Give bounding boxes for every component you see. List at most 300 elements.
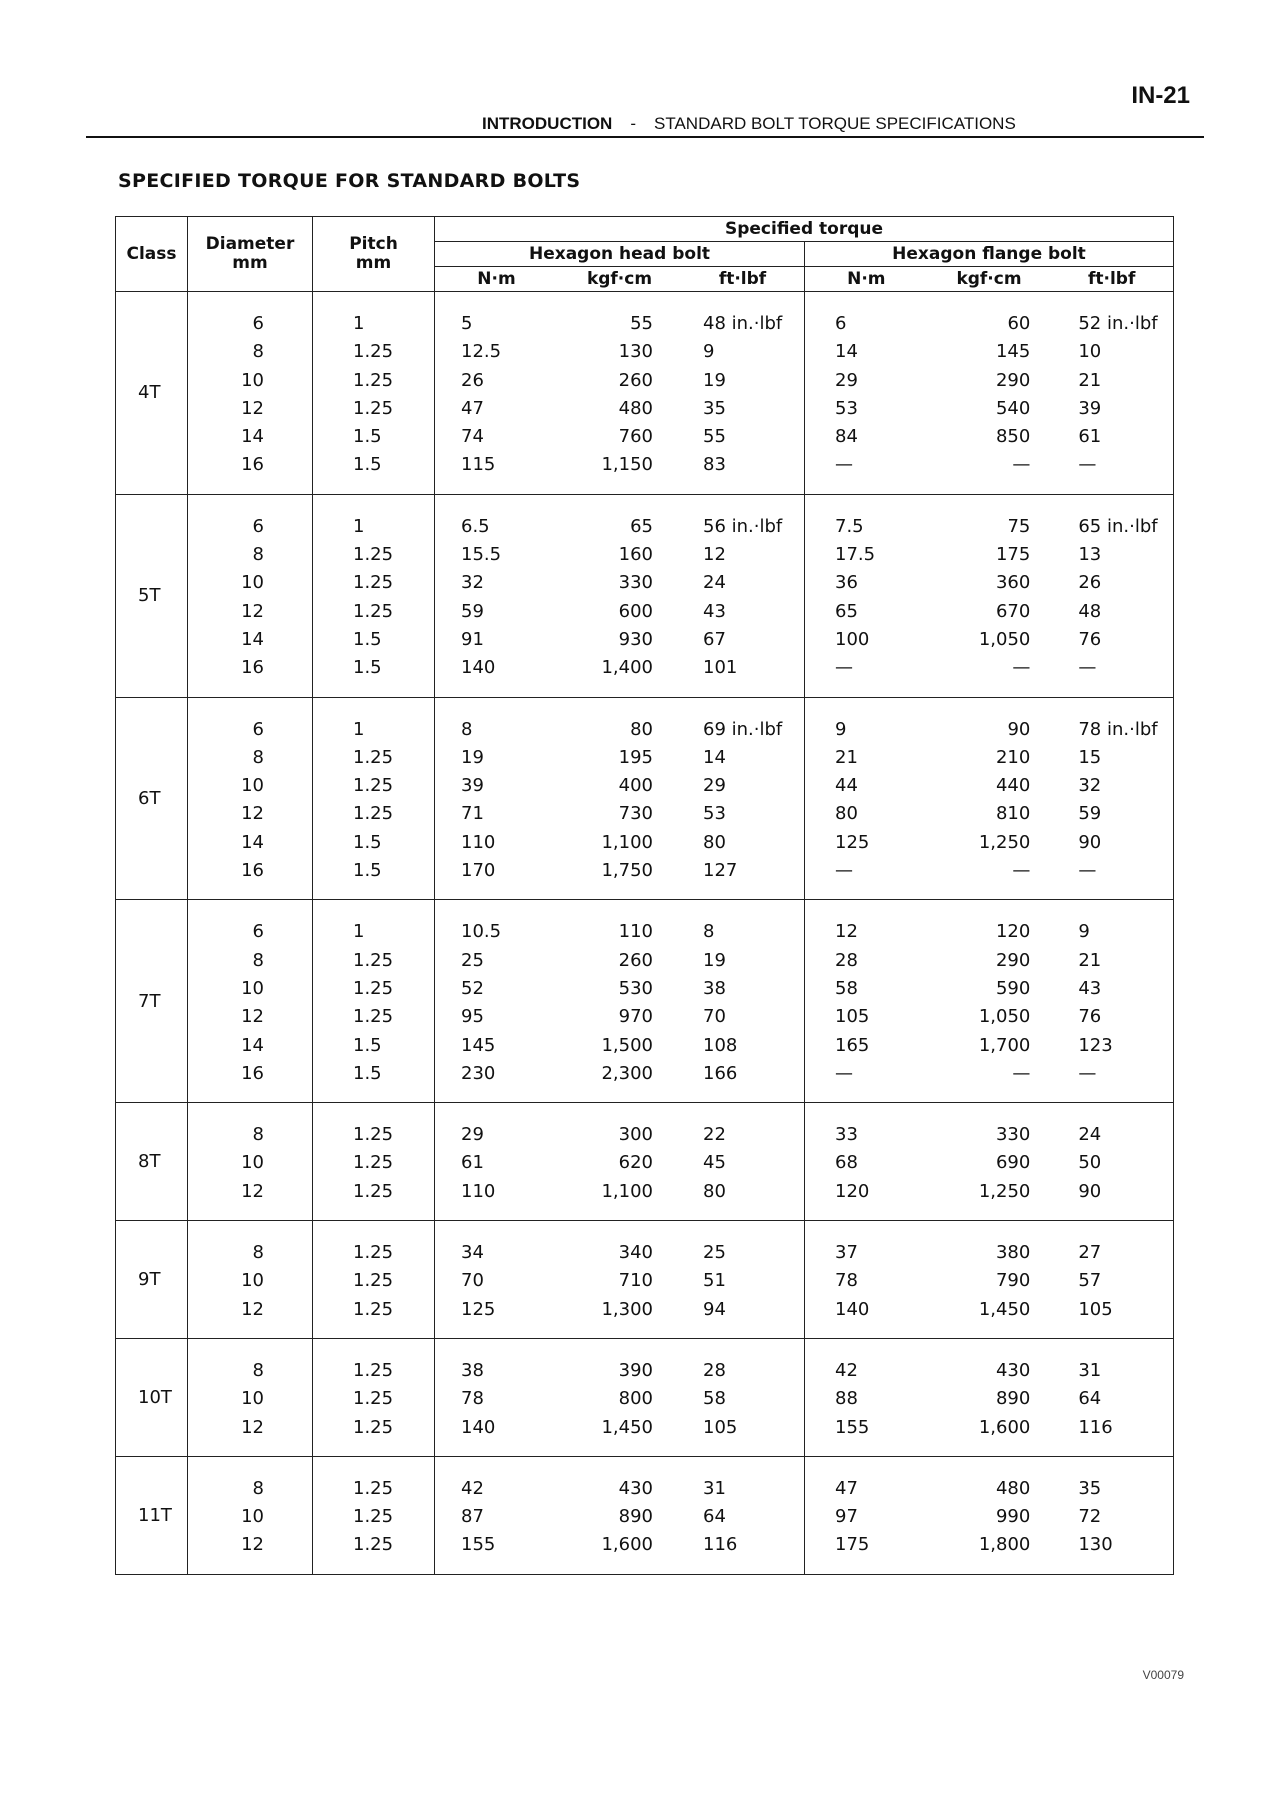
hex-flange-kgfcm-value: — [1012, 657, 1031, 679]
hex-head-ftlbf-value: 53 [703, 803, 726, 825]
hex-flange-kgfcm-value: 60 [1007, 313, 1031, 334]
running-head-topic: STANDARD BOLT TORQUE SPECIFICATIONS [654, 114, 1016, 133]
hex-head-cell [435, 1221, 805, 1339]
hex-head-kgfcm-value: 340 [618, 1242, 653, 1264]
class-group-row [116, 697, 1174, 900]
diameter-value: 10 [241, 1388, 264, 1410]
hex-flange-ftlbf-value: 10 [1078, 341, 1102, 363]
hex-flange-kgfcm-value: 90 [1007, 718, 1031, 740]
hex-head-ftlbf-value: 64 [703, 1506, 726, 1528]
pitch-value: 1.25 [353, 600, 394, 622]
hex-head-nm-value: 19 [461, 746, 484, 768]
pitch-value: 1.25 [353, 746, 394, 768]
pitch-cell [313, 1221, 435, 1339]
hex-head-kgfcm-value: 430 [618, 1477, 653, 1499]
class-group-row [116, 1456, 1174, 1574]
diameter-cell [188, 292, 313, 495]
hex-head-nm-value: 8 [461, 718, 473, 740]
hex-head-kgfcm-value: 80 [630, 718, 653, 740]
hex-head-kgfcm-value: 620 [618, 1152, 653, 1174]
hex-flange-ftlbf-value: 35 [1078, 1477, 1102, 1499]
diameter-value: 12 [241, 1298, 264, 1320]
hex-flange-nm-value: 9 [835, 718, 847, 740]
hex-head-ftlbf-value: 101 [703, 657, 738, 679]
header-hex-head: Hexagon head bolt [435, 242, 805, 267]
hex-head-nm-value: 12.5 [461, 341, 502, 363]
diameter-value: 14 [241, 426, 264, 448]
hex-flange-kgfcm-value: 1,450 [978, 1298, 1031, 1320]
hex-flange-nm-value: 42 [835, 1359, 858, 1381]
header-rule [86, 136, 1204, 138]
hex-flange-nm-value: 14 [835, 341, 858, 363]
hex-head-nm-value: 6.5 [461, 515, 490, 537]
header-diameter-label: Diameter [205, 234, 295, 255]
hex-head-kgfcm-value: 330 [618, 572, 653, 594]
class-cell: 9T [116, 1221, 188, 1339]
hex-flange-kgfcm-value: 75 [1007, 515, 1031, 537]
diameter-value: 10 [241, 1270, 264, 1292]
header-unit-nm: N·m [847, 268, 886, 289]
hex-flange-ftlbf-value: 72 [1078, 1506, 1102, 1528]
hex-head-ftlbf-value: 69 in.·lbf [703, 718, 783, 740]
hex-head-nm-value: 38 [461, 1359, 484, 1381]
header-class: Class [116, 217, 188, 292]
hex-flange-ftlbf-value: 26 [1078, 572, 1102, 594]
hex-flange-nm-value: 175 [835, 1534, 870, 1556]
hex-head-ftlbf-value: 67 [703, 628, 726, 650]
hex-flange-kgfcm-value: 1,600 [978, 1416, 1031, 1438]
hex-head-cell [435, 494, 805, 697]
diameter-value: 12 [241, 803, 264, 825]
hex-flange-ftlbf-value: — [1078, 860, 1097, 882]
hex-flange-nm-value: 84 [835, 426, 858, 448]
hex-flange-ftlbf-value: 57 [1078, 1270, 1102, 1292]
hex-flange-ftlbf-value: 32 [1078, 775, 1102, 797]
pitch-value: 1.25 [353, 1124, 394, 1146]
hex-head-kgfcm-value: 890 [618, 1506, 653, 1528]
hex-flange-ftlbf-value: 78 in.·lbf [1078, 718, 1158, 740]
hex-flange-ftlbf-value: 64 [1078, 1388, 1102, 1410]
hex-head-ftlbf-value: 116 [703, 1534, 738, 1556]
running-head-separator: - [630, 114, 636, 133]
hex-head-nm-value: 61 [461, 1152, 484, 1174]
hex-head-ftlbf-value: 24 [703, 572, 726, 594]
pitch-cell [313, 1103, 435, 1221]
hex-head-nm-value: 125 [461, 1298, 496, 1320]
hex-flange-cell [805, 1338, 1174, 1456]
pitch-value: 1.25 [353, 1152, 394, 1174]
hex-flange-kgfcm-value: 590 [995, 977, 1031, 999]
class-group-row [116, 1338, 1174, 1456]
pitch-value: 1.25 [353, 1388, 394, 1410]
diameter-value: 12 [241, 1006, 264, 1028]
hex-flange-kgfcm-value: 1,700 [978, 1034, 1031, 1056]
hex-flange-ftlbf-value: 48 [1078, 600, 1102, 622]
pitch-value: 1.5 [353, 454, 382, 476]
hex-head-kgfcm-value: 600 [618, 600, 653, 622]
pitch-value: 1.25 [353, 572, 394, 594]
hex-head-cell [435, 1338, 805, 1456]
hex-head-nm-value: 110 [461, 831, 496, 853]
hex-flange-nm-value: — [835, 860, 853, 882]
hex-head-ftlbf-value: 14 [703, 746, 726, 768]
hex-flange-ftlbf-value: 59 [1078, 803, 1102, 825]
hex-head-nm-value: 110 [461, 1180, 496, 1202]
diameter-cell [188, 1456, 313, 1574]
hex-flange-ftlbf-value: 105 [1078, 1298, 1113, 1320]
hex-head-kgfcm-value: 970 [618, 1006, 653, 1028]
hex-head-ftlbf-value: 83 [703, 454, 726, 476]
hex-flange-nm-value: 80 [835, 803, 858, 825]
pitch-value: 1.5 [353, 831, 382, 853]
diameter-value: 8 [252, 1477, 264, 1499]
header-pitch-label: Pitch [349, 234, 398, 255]
hex-head-nm-value: 15.5 [461, 544, 502, 566]
diameter-cell [188, 1338, 313, 1456]
hex-head-ftlbf-value: 38 [703, 977, 726, 999]
hex-head-ftlbf-value: 80 [703, 1180, 726, 1202]
hex-flange-nm-value: 120 [835, 1180, 870, 1202]
hex-flange-nm-value: — [835, 657, 853, 679]
hex-head-kgfcm-value: 1,400 [601, 657, 653, 679]
pitch-value: 1.25 [353, 1180, 394, 1202]
page-number: IN-21 [1131, 82, 1190, 109]
hex-flange-kgfcm-value: 1,800 [978, 1534, 1031, 1556]
hex-head-nm-value: 5 [461, 313, 473, 334]
hex-head-kgfcm-value: 800 [618, 1388, 653, 1410]
hex-flange-nm-value: 78 [835, 1270, 858, 1292]
pitch-value: 1 [353, 313, 365, 334]
hex-head-ftlbf-value: 28 [703, 1359, 726, 1381]
header-pitch [313, 217, 435, 292]
hex-flange-nm-value: 29 [835, 369, 858, 391]
hex-head-nm-value: 170 [461, 860, 496, 882]
hex-flange-kgfcm-value: 290 [995, 949, 1031, 971]
hex-flange-nm-value: 125 [835, 831, 870, 853]
hex-flange-nm-value: 68 [835, 1152, 858, 1174]
diameter-cell [188, 1221, 313, 1339]
diameter-value: 10 [241, 369, 264, 391]
hex-flange-nm-value: 88 [835, 1388, 858, 1410]
hex-flange-nm-value: — [835, 1062, 853, 1084]
pitch-value: 1.25 [353, 775, 394, 797]
hex-head-kgfcm-value: 530 [618, 977, 653, 999]
hex-head-cell [435, 292, 805, 495]
hex-head-kgfcm-value: 1,100 [601, 1180, 653, 1202]
class-group-row [116, 292, 1174, 495]
hex-flange-ftlbf-value: 52 in.·lbf [1078, 313, 1158, 334]
hex-flange-kgfcm-value: 290 [995, 369, 1031, 391]
pitch-cell [313, 900, 435, 1103]
hex-head-nm-value: 34 [461, 1242, 484, 1264]
diameter-value: 16 [241, 657, 264, 679]
hex-flange-ftlbf-value: 27 [1078, 1242, 1102, 1264]
hex-head-nm-value: 39 [461, 775, 484, 797]
pitch-value: 1.25 [353, 1270, 394, 1292]
diameter-value: 12 [241, 600, 264, 622]
hex-head-nm-value: 95 [461, 1006, 484, 1028]
diameter-cell [188, 697, 313, 900]
hex-flange-nm-value: 105 [835, 1006, 870, 1028]
hex-head-nm-value: 74 [461, 426, 484, 448]
pitch-value: 1.5 [353, 628, 382, 650]
hex-flange-kgfcm-value: — [1012, 1062, 1031, 1084]
hex-head-ftlbf-value: 80 [703, 831, 726, 853]
hex-head-kgfcm-value: 480 [618, 397, 653, 419]
diameter-value: 12 [241, 1416, 264, 1438]
hex-head-kgfcm-value: 195 [618, 746, 653, 768]
hex-flange-ftlbf-value: 130 [1078, 1534, 1113, 1556]
hex-flange-cell [805, 900, 1174, 1103]
class-cell: 11T [116, 1456, 188, 1574]
hex-head-ftlbf-value: 108 [703, 1034, 738, 1056]
class-cell: 4T [116, 292, 188, 495]
hex-head-nm-value: 32 [461, 572, 484, 594]
diameter-value: 8 [252, 746, 264, 768]
hex-flange-cell [805, 1103, 1174, 1221]
diameter-value: 14 [241, 831, 264, 853]
hex-head-nm-value: 91 [461, 628, 484, 650]
hex-flange-ftlbf-value: 50 [1078, 1152, 1102, 1174]
pitch-value: 1.25 [353, 803, 394, 825]
hex-flange-ftlbf-value: — [1078, 1062, 1097, 1084]
hex-head-cell [435, 900, 805, 1103]
diameter-value: 16 [241, 1062, 264, 1084]
hex-head-kgfcm-value: 160 [618, 544, 653, 566]
class-group-row [116, 900, 1174, 1103]
hex-flange-ftlbf-value: 116 [1078, 1416, 1113, 1438]
hex-flange-nm-value: 100 [835, 628, 870, 650]
hex-flange-nm-value: 140 [835, 1298, 870, 1320]
diameter-value: 6 [252, 515, 264, 537]
pitch-value: 1.5 [353, 426, 382, 448]
header-unit-ftlbf: ft·lbf [718, 268, 767, 289]
pitch-value: 1.25 [353, 1006, 394, 1028]
hex-head-nm-value: 140 [461, 657, 496, 679]
diameter-value: 8 [252, 1124, 264, 1146]
hex-head-kgfcm-value: 300 [618, 1124, 653, 1146]
hex-head-kgfcm-value: 260 [618, 949, 653, 971]
hex-flange-ftlbf-value: 76 [1078, 1006, 1102, 1028]
hex-head-cell [435, 697, 805, 900]
hex-head-nm-value: 42 [461, 1477, 484, 1499]
hex-flange-kgfcm-value: — [1012, 860, 1031, 882]
hex-head-kgfcm-value: 1,150 [601, 454, 653, 476]
hex-head-nm-value: 29 [461, 1124, 484, 1146]
hex-flange-kgfcm-value: 990 [995, 1506, 1031, 1528]
diameter-cell [188, 900, 313, 1103]
hex-head-ftlbf-value: 9 [703, 341, 715, 363]
hex-flange-ftlbf-value: 31 [1078, 1359, 1102, 1381]
diameter-value: 6 [252, 718, 264, 740]
diameter-value: 16 [241, 454, 264, 476]
hex-flange-nm-value: 17.5 [835, 544, 876, 566]
pitch-value: 1.25 [353, 1477, 394, 1499]
hex-head-kgfcm-value: 730 [618, 803, 653, 825]
pitch-value: 1.25 [353, 1506, 394, 1528]
hex-head-ftlbf-value: 19 [703, 369, 726, 391]
pitch-cell [313, 1338, 435, 1456]
header-hex-flange: Hexagon flange bolt [805, 242, 1174, 267]
hex-head-nm-value: 145 [461, 1034, 496, 1056]
hex-head-kgfcm-value: 1,300 [601, 1298, 653, 1320]
hex-flange-nm-value: 165 [835, 1034, 870, 1056]
pitch-cell [313, 1456, 435, 1574]
pitch-value: 1.5 [353, 1034, 382, 1056]
hex-flange-ftlbf-value: 9 [1078, 921, 1090, 943]
pitch-cell [313, 292, 435, 495]
hex-flange-kgfcm-value: 810 [995, 803, 1031, 825]
header-diameter [188, 217, 313, 292]
hex-flange-kgfcm-value: 430 [995, 1359, 1031, 1381]
pitch-value: 1.25 [353, 397, 394, 419]
diameter-value: 8 [252, 341, 264, 363]
hex-flange-nm-value: 28 [835, 949, 858, 971]
pitch-value: 1.25 [353, 1416, 394, 1438]
hex-flange-ftlbf-value: 24 [1078, 1124, 1102, 1146]
hex-flange-nm-value: 97 [835, 1506, 858, 1528]
section-title: SPECIFIED TORQUE FOR STANDARD BOLTS [118, 170, 581, 192]
pitch-value: 1.25 [353, 1242, 394, 1264]
hex-flange-cell [805, 697, 1174, 900]
hex-head-nm-value: 78 [461, 1388, 484, 1410]
hex-flange-nm-value: 44 [835, 775, 858, 797]
hex-head-kgfcm-value: 400 [618, 775, 653, 797]
pitch-value: 1.25 [353, 977, 394, 999]
hex-head-kgfcm-value: 2,300 [601, 1062, 653, 1084]
diameter-value: 14 [241, 1034, 264, 1056]
class-cell: 6T [116, 697, 188, 900]
pitch-value: 1.25 [353, 341, 394, 363]
hex-flange-nm-value: 6 [835, 313, 847, 334]
header-diameter-unit: mm [232, 253, 268, 273]
hex-head-ftlbf-value: 70 [703, 1006, 726, 1028]
hex-head-nm-value: 26 [461, 369, 484, 391]
diameter-value: 8 [252, 544, 264, 566]
hex-flange-kgfcm-value: 850 [995, 426, 1031, 448]
hex-head-ftlbf-value: 166 [703, 1062, 738, 1084]
hex-head-ftlbf-value: 8 [703, 921, 715, 943]
diameter-value: 6 [252, 921, 264, 943]
class-cell: 7T [116, 900, 188, 1103]
hex-flange-nm-value: 36 [835, 572, 858, 594]
hex-flange-kgfcm-value: 210 [995, 746, 1031, 768]
hex-head-ftlbf-value: 127 [703, 860, 738, 882]
torque-table [115, 216, 1174, 1575]
hex-flange-nm-value: — [835, 454, 853, 476]
hex-flange-kgfcm-value: 330 [995, 1124, 1031, 1146]
hex-head-ftlbf-value: 56 in.·lbf [703, 515, 783, 537]
hex-flange-nm-value: 37 [835, 1242, 858, 1264]
hex-head-kgfcm-value: 1,600 [601, 1534, 653, 1556]
hex-head-ftlbf-value: 19 [703, 949, 726, 971]
hex-head-nm-value: 70 [461, 1270, 484, 1292]
class-cell: 8T [116, 1103, 188, 1221]
hex-flange-nm-value: 7.5 [835, 515, 864, 537]
hex-head-ftlbf-value: 43 [703, 600, 726, 622]
hex-head-kgfcm-value: 930 [618, 628, 653, 650]
hex-head-ftlbf-value: 31 [703, 1477, 726, 1499]
hex-flange-ftlbf-value: 61 [1078, 426, 1102, 448]
hex-flange-ftlbf-value: 15 [1078, 746, 1102, 768]
pitch-value: 1.5 [353, 657, 382, 679]
hex-head-kgfcm-value: 1,450 [601, 1416, 653, 1438]
hex-head-nm-value: 115 [461, 454, 496, 476]
diameter-value: 8 [252, 1359, 264, 1381]
hex-head-nm-value: 140 [461, 1416, 496, 1438]
hex-flange-cell [805, 292, 1174, 495]
hex-flange-ftlbf-value: 90 [1078, 1180, 1102, 1202]
pitch-value: 1.25 [353, 369, 394, 391]
pitch-value: 1 [353, 921, 365, 943]
hex-head-cell [435, 1103, 805, 1221]
hex-head-ftlbf-value: 12 [703, 544, 726, 566]
hex-head-ftlbf-value: 48 in.·lbf [703, 313, 783, 334]
hex-flange-kgfcm-value: 790 [995, 1270, 1031, 1292]
hex-head-nm-value: 52 [461, 977, 484, 999]
torque-table-body [116, 292, 1174, 1575]
class-group-row [116, 1221, 1174, 1339]
hex-flange-ftlbf-value: 90 [1078, 831, 1102, 853]
hex-flange-nm-value: 21 [835, 746, 858, 768]
header-unit-kgfcm: kgf·cm [956, 268, 1022, 289]
hex-head-ftlbf-value: 25 [703, 1242, 726, 1264]
class-group-row [116, 1103, 1174, 1221]
diameter-value: 12 [241, 1534, 264, 1556]
hex-flange-ftlbf-value: 39 [1078, 397, 1102, 419]
diameter-value: 16 [241, 860, 264, 882]
pitch-value: 1.25 [353, 949, 394, 971]
hex-flange-kgfcm-value: 120 [995, 921, 1031, 943]
diameter-value: 10 [241, 1506, 264, 1528]
hex-head-ftlbf-value: 22 [703, 1124, 726, 1146]
hex-head-nm-value: 47 [461, 397, 484, 419]
hex-head-kgfcm-value: 1,500 [601, 1034, 653, 1056]
hex-head-nm-value: 59 [461, 600, 484, 622]
diameter-value: 12 [241, 1180, 264, 1202]
hex-flange-kgfcm-value: 540 [995, 397, 1031, 419]
header-hex-head-units [435, 267, 805, 292]
diameter-value: 10 [241, 572, 264, 594]
pitch-value: 1.5 [353, 860, 382, 882]
class-cell: 10T [116, 1338, 188, 1456]
hex-flange-kgfcm-value: 380 [995, 1242, 1031, 1264]
diameter-value: 8 [252, 949, 264, 971]
diameter-value: 10 [241, 1152, 264, 1174]
hex-flange-kgfcm-value: 440 [995, 775, 1031, 797]
pitch-value: 1.25 [353, 1534, 394, 1556]
hex-flange-nm-value: 53 [835, 397, 858, 419]
hex-flange-ftlbf-value: — [1078, 454, 1097, 476]
hex-flange-ftlbf-value: 43 [1078, 977, 1102, 999]
header-unit-kgfcm: kgf·cm [586, 268, 653, 289]
hex-flange-kgfcm-value: 480 [995, 1477, 1031, 1499]
figure-code: V00079 [1142, 1668, 1184, 1682]
pitch-value: 1.25 [353, 544, 394, 566]
hex-flange-ftlbf-value: — [1078, 657, 1097, 679]
hex-head-kgfcm-value: 390 [618, 1359, 653, 1381]
hex-flange-kgfcm-value: 1,050 [978, 628, 1031, 650]
hex-head-kgfcm-value: 260 [618, 369, 653, 391]
class-cell: 5T [116, 494, 188, 697]
hex-head-ftlbf-value: 35 [703, 397, 726, 419]
hex-flange-cell [805, 494, 1174, 697]
hex-head-ftlbf-value: 105 [703, 1416, 738, 1438]
hex-flange-ftlbf-value: 65 in.·lbf [1078, 515, 1158, 537]
hex-head-kgfcm-value: 1,100 [601, 831, 653, 853]
hex-head-kgfcm-value: 65 [630, 515, 653, 537]
hex-flange-nm-value: 65 [835, 600, 858, 622]
